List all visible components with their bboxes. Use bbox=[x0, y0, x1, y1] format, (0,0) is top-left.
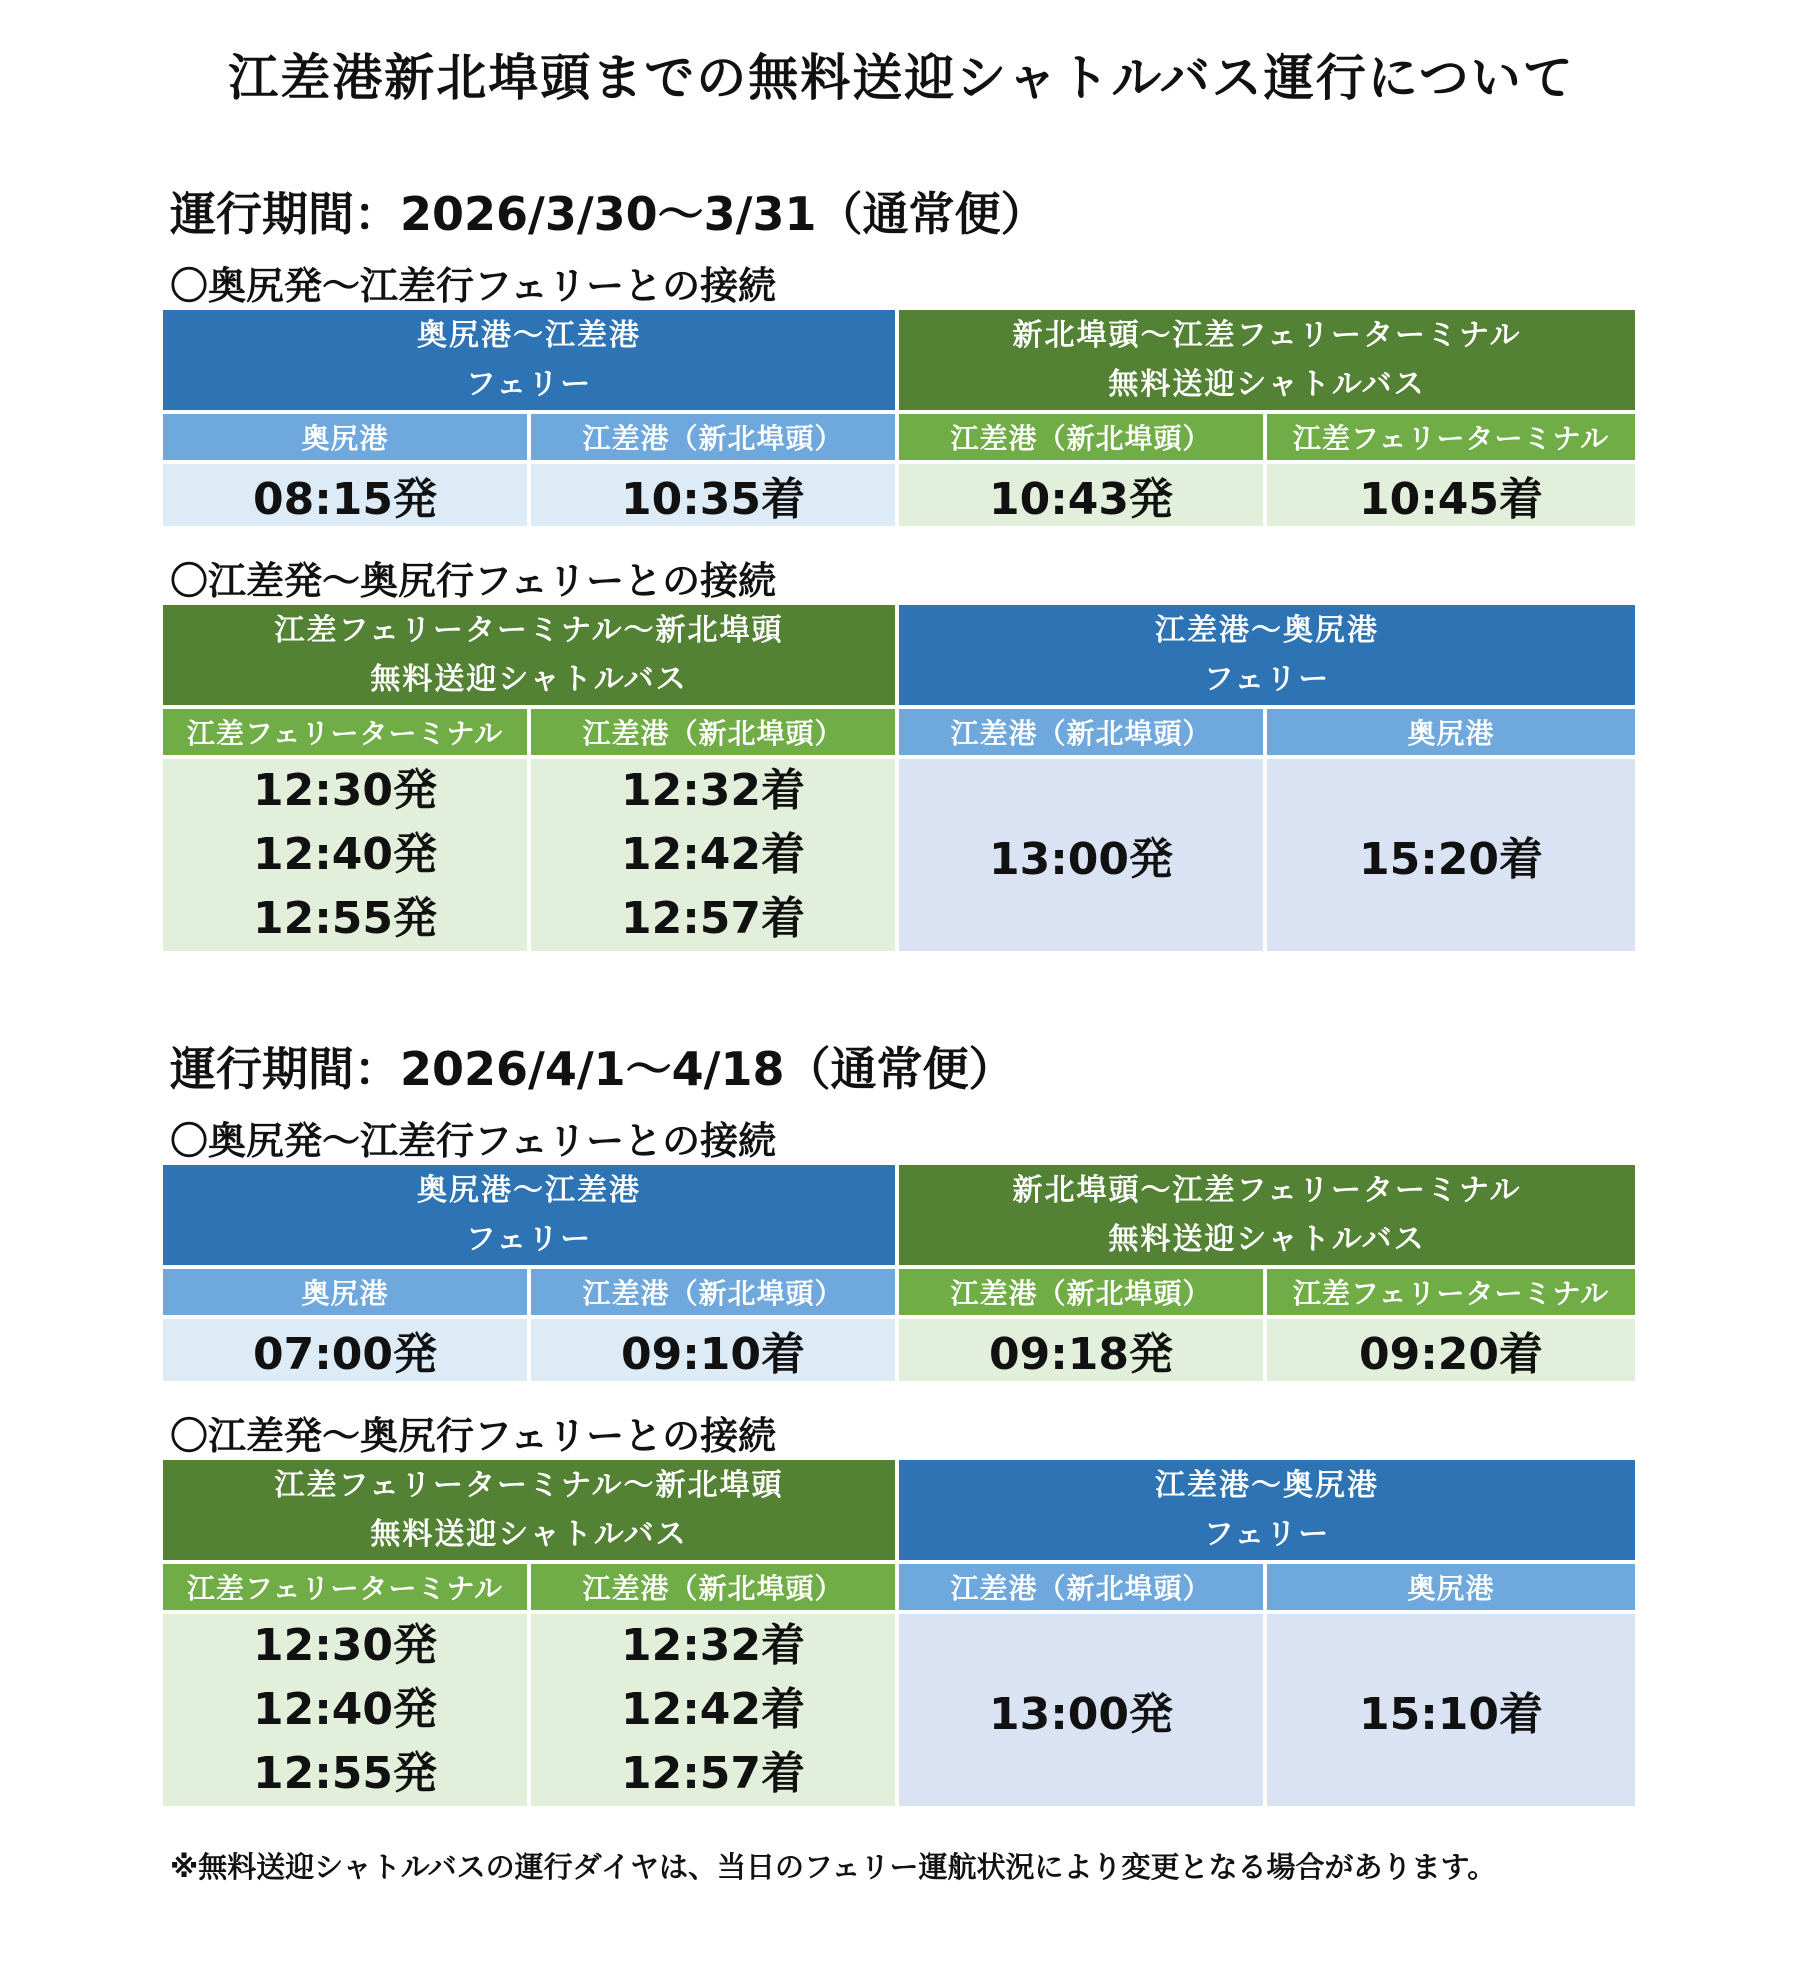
time-cell: 13:00発 bbox=[899, 1614, 1267, 1806]
time-cell: 07:00発 bbox=[163, 1319, 531, 1381]
time-cell: 09:18発 bbox=[899, 1319, 1267, 1381]
bus-departure-times bbox=[163, 759, 531, 951]
period-heading: 運行期間：2026/4/1～4/18（通常便） bbox=[170, 1042, 1015, 1096]
time-cell: 12:30発 bbox=[252, 765, 438, 816]
bus-header-route: 新北埠頭～江差フェリーターミナル bbox=[1012, 318, 1522, 353]
ferry-header-route: 江差港～奥尻港 bbox=[1155, 613, 1379, 648]
period-heading: 運行期間：2026/3/30～3/31（通常便） bbox=[170, 187, 1047, 241]
ferry-header bbox=[899, 605, 1635, 709]
time-cell: 12:40発 bbox=[252, 1684, 438, 1735]
column-okushiri-port: 奥尻港 bbox=[1267, 709, 1635, 759]
bus-header bbox=[899, 1165, 1635, 1269]
time-cell: 10:43発 bbox=[899, 464, 1267, 526]
column-esashi-shinkita: 江差港（新北埠頭） bbox=[531, 1564, 899, 1614]
time-cell: 12:57着 bbox=[620, 893, 806, 944]
column-esashi-terminal: 江差フェリーターミナル bbox=[1267, 1269, 1635, 1319]
section-title-okushiri-departure: 〇奥尻発～江差行フェリーとの接続 bbox=[170, 264, 777, 308]
bus-arrival-times bbox=[531, 759, 899, 951]
column-esashi-shinkita: 江差港（新北埠頭） bbox=[899, 1269, 1267, 1319]
timetable-okushiri-to-esashi bbox=[163, 310, 1635, 526]
time-cell: 13:00発 bbox=[899, 759, 1267, 951]
ferry-header-route: 奥尻港～江差港 bbox=[417, 1173, 641, 1208]
column-esashi-shinkita: 江差港（新北埠頭） bbox=[899, 709, 1267, 759]
footnote: ※無料送迎シャトルバスの運行ダイヤは、当日のフェリー運航状況により変更となる場合があります。 bbox=[170, 1850, 1497, 1884]
time-cell: 12:42着 bbox=[620, 1684, 806, 1735]
time-cell: 10:45着 bbox=[1267, 464, 1635, 526]
ferry-header bbox=[163, 1165, 899, 1269]
column-esashi-shinkita: 江差港（新北埠頭） bbox=[531, 414, 899, 464]
bus-header-type: 無料送迎シャトルバス bbox=[1108, 1222, 1426, 1257]
column-esashi-shinkita: 江差港（新北埠頭） bbox=[531, 1269, 899, 1319]
bus-header-route: 江差フェリーターミナル～新北埠頭 bbox=[274, 613, 784, 648]
column-okushiri-port: 奥尻港 bbox=[163, 414, 531, 464]
time-cell: 12:32着 bbox=[620, 765, 806, 816]
ferry-header bbox=[899, 1460, 1635, 1564]
column-esashi-shinkita: 江差港（新北埠頭） bbox=[899, 414, 1267, 464]
ferry-header-type: フェリー bbox=[1203, 1517, 1331, 1552]
time-cell: 12:55発 bbox=[252, 1748, 438, 1799]
ferry-header-type: フェリー bbox=[465, 367, 593, 402]
ferry-header-route: 奥尻港～江差港 bbox=[417, 318, 641, 353]
bus-header bbox=[163, 605, 899, 709]
time-cell: 12:32着 bbox=[620, 1620, 806, 1671]
ferry-header-route: 江差港～奥尻港 bbox=[1155, 1468, 1379, 1503]
time-cell: 12:40発 bbox=[252, 829, 438, 880]
bus-header-route: 新北埠頭～江差フェリーターミナル bbox=[1012, 1173, 1522, 1208]
section-title-okushiri-departure: 〇奥尻発～江差行フェリーとの接続 bbox=[170, 1119, 777, 1163]
timetable-okushiri-to-esashi bbox=[163, 1165, 1635, 1381]
page-title: 江差港新北埠頭までの無料送迎シャトルバス運行について bbox=[228, 49, 1575, 107]
timetable-esashi-to-okushiri bbox=[163, 605, 1635, 951]
column-esashi-terminal: 江差フェリーターミナル bbox=[163, 709, 531, 759]
time-cell: 09:10着 bbox=[531, 1319, 899, 1381]
time-cell: 15:20着 bbox=[1267, 759, 1635, 951]
section-title-esashi-departure: 〇江差発～奥尻行フェリーとの接続 bbox=[170, 559, 777, 603]
time-cell: 15:10着 bbox=[1267, 1614, 1635, 1806]
time-cell: 12:30発 bbox=[252, 1620, 438, 1671]
column-okushiri-port: 奥尻港 bbox=[1267, 1564, 1635, 1614]
time-cell: 10:35着 bbox=[531, 464, 899, 526]
ferry-header-type: フェリー bbox=[465, 1222, 593, 1257]
bus-header-route: 江差フェリーターミナル～新北埠頭 bbox=[274, 1468, 784, 1503]
time-cell: 12:55発 bbox=[252, 893, 438, 944]
bus-header bbox=[899, 310, 1635, 414]
time-cell: 12:42着 bbox=[620, 829, 806, 880]
bus-header bbox=[163, 1460, 899, 1564]
ferry-header-type: フェリー bbox=[1203, 662, 1331, 697]
bus-arrival-times bbox=[531, 1614, 899, 1806]
column-esashi-terminal: 江差フェリーターミナル bbox=[1267, 414, 1635, 464]
time-cell: 09:20着 bbox=[1267, 1319, 1635, 1381]
section-title-esashi-departure: 〇江差発～奥尻行フェリーとの接続 bbox=[170, 1414, 777, 1458]
column-okushiri-port: 奥尻港 bbox=[163, 1269, 531, 1319]
column-esashi-terminal: 江差フェリーターミナル bbox=[163, 1564, 531, 1614]
bus-header-type: 無料送迎シャトルバス bbox=[370, 1517, 688, 1552]
time-cell: 08:15発 bbox=[163, 464, 531, 526]
bus-header-type: 無料送迎シャトルバス bbox=[1108, 367, 1426, 402]
column-esashi-shinkita: 江差港（新北埠頭） bbox=[531, 709, 899, 759]
time-cell: 12:57着 bbox=[620, 1748, 806, 1799]
bus-header-type: 無料送迎シャトルバス bbox=[370, 662, 688, 697]
bus-departure-times bbox=[163, 1614, 531, 1806]
column-esashi-shinkita: 江差港（新北埠頭） bbox=[899, 1564, 1267, 1614]
ferry-header bbox=[163, 310, 899, 414]
timetable-esashi-to-okushiri bbox=[163, 1460, 1635, 1806]
